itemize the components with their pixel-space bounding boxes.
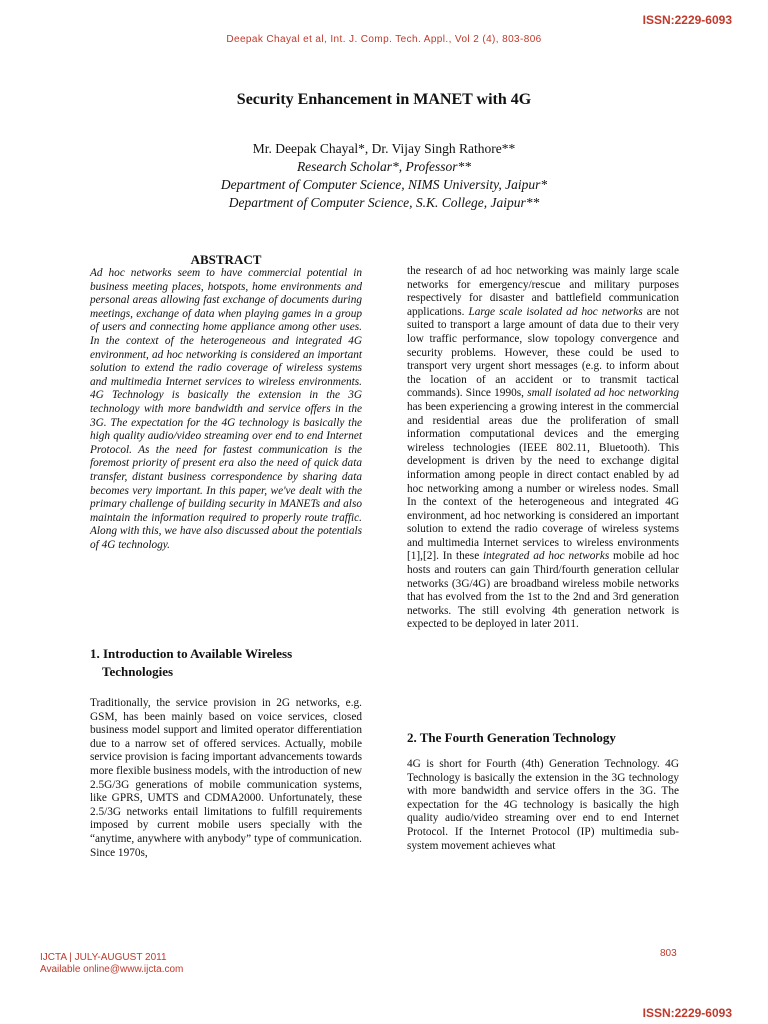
right-text-part-3: has been experiencing a growing interest in the commercial and residential areas due the proliferation of small information computational devices and the emerging wireless technologies (IEEE 802.11, Bluetooth). This development is driven by the need to exchange digital information among people in direct contact enabled by ad hoc networking among a number or wireless nodes. Small In the context of the heterogeneous and integrated 4G environment, ad hoc networking is considered an important solution to extend the radio coverage of wireless systems and multimedia Internet services to wireless environments [1],[2]. In these: [407, 400, 679, 563]
section-1-heading: [90, 645, 362, 681]
section-2-text: 4G is short for Fourth (4th) Generation Technology. 4G Technology is basically the extension in the 3G technology with more bandwidth and service offers in the 3G. The expectation for the 4G technology is basically the high quality audio/video streaming over end to end Internet Protocol. If the Internet Protocol (IP) multimedia sub-system movement achieves what: [407, 758, 679, 852]
issn-footer: ISSN:2229-6093: [642, 1006, 732, 1020]
author-roles: Research Scholar*, Professor**: [296, 159, 472, 174]
right-emphasis-1: Large scale isolated ad hoc networks: [468, 305, 643, 318]
section-1-heading-line-2: Technologies: [102, 664, 174, 679]
section-1-heading-line-1: 1. Introduction to Available Wireless: [90, 646, 293, 661]
right-emphasis-3: integrated ad hoc networks: [483, 550, 610, 563]
abstract-heading: ABSTRACT: [190, 252, 262, 267]
section-1-text: Traditionally, the service provision in 2G networks, e.g. GSM, has been mainly based on voice services, closed business model support and limited operator differentiation due to a narrow set of offered services. Actually, mobile service provision is facing important advancements towards more flexible business models, with the introduction of new 2.5G/3G generations of mobile communication systems, like GPRS, UMTS and CDMA2000. Unfortunately, these 2.5/3G networks entail limitations to fulfill requirements imposed by current mobile users specially with the “anytime, anywhere with anybody” type of communication. Since 1970s,: [90, 697, 362, 859]
right-emphasis-2: small isolated ad hoc networking: [527, 387, 679, 400]
paper-authors: Mr. Deepak Chayal*, Dr. Vijay Singh Rathore**: [252, 141, 516, 156]
footer-journal: IJCTA | JULY-AUGUST 2011: [40, 952, 167, 963]
page-number: 803: [660, 948, 677, 959]
footer-online-link[interactable]: Available online@www.ijcta.com: [40, 964, 184, 975]
right-text-part-4: mobile ad hoc hosts and routers can gain Third/fourth generation cellular networks (3G/4G) are broadband wireless mobile networks that has evolved from the 1st to the 2nd and 3rd generation networks. The still evolving 4th generation network is expected to be deployed in later 2011.: [407, 550, 679, 631]
affiliation-1: Department of Computer Science, NIMS University, Jaipur*: [220, 177, 548, 192]
issn-header: ISSN:2229-6093: [642, 13, 732, 27]
section-2-heading: 2. The Fourth Generation Technology: [407, 730, 616, 745]
affiliation-2: Department of Computer Science, S.K. College, Jaipur**: [228, 195, 540, 210]
right-column-paragraph: [407, 265, 679, 632]
abstract-text: Ad hoc networks seem to have commercial potential in business meeting places, hotspots, home environments and personal areas allowing fast exchange of documents during meetings, exchange of data when playing games in a group of users and connecting home appliance among other uses. In the context of the heterogeneous and integrated 4G environment, ad hoc networking is considered an important solution to extend the radio coverage of wireless systems and multimedia Internet services to wireless environments. 4G Technology is basically the extension in the 3G technology with more bandwidth and service offers in the 3G. The expectation for the 4G technology is basically the high quality audio/video streaming over end to end Internet Protocol. As the need for fastest communication is the foremost priority of present era also the need of quick data transfer, distant business correspondence by sharing data becomes very important. In this paper, we've dealt with the primary challenge of building security in MANETs and also maintain the information required to properly route traffic. Along with this, we have also discussed about the potentials of 4G technology.: [90, 267, 362, 551]
right-text-part-1: the research of ad hoc networking was mainly large scale networks for emergency/rescue and military purposes respectively for disaster and battlefield communication applications.: [407, 265, 679, 318]
right-text-part-2: are not suited to transport a large amount of data due to their very low traffic performance, slow topology convergence and security problems. However, these could be used to transport very urgent short messages (e.g. to inform about the location of an accident or to transmit tactical commands). Since 1990s,: [407, 305, 679, 400]
running-head: Deepak Chayal et al, Int. J. Comp. Tech. Appl., Vol 2 (4), 803-806: [226, 34, 542, 45]
paper-title: Security Enhancement in MANET with 4G: [236, 91, 532, 108]
